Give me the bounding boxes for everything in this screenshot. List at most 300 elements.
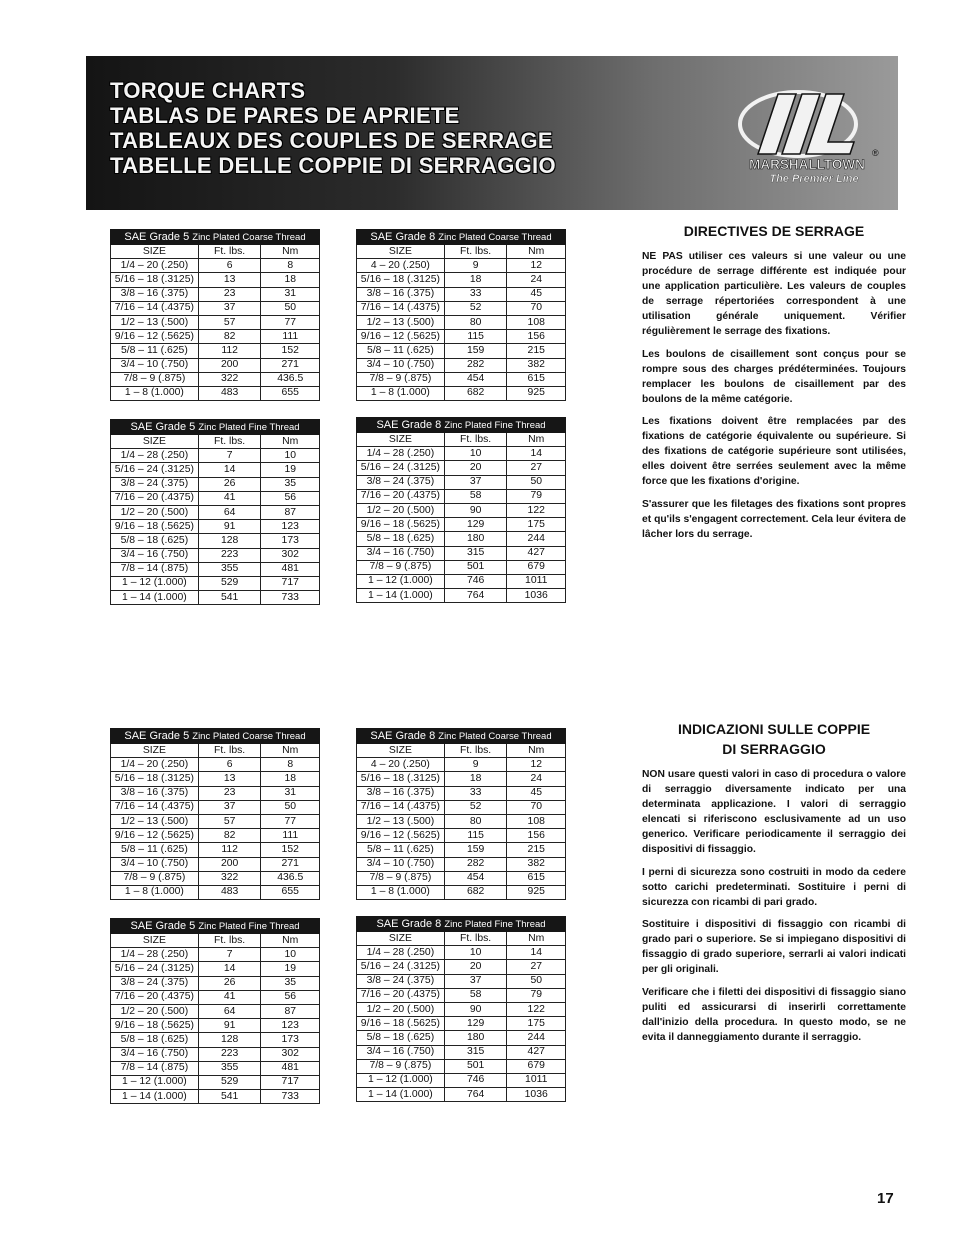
size-cell: 5/16 – 24 (.3125)	[111, 962, 199, 976]
size-cell: 1 – 8 (1.000)	[357, 885, 445, 899]
nm-cell: 733	[261, 1090, 320, 1104]
column-header: Ft. lbs.	[198, 245, 261, 259]
size-cell: 1 – 12 (1.000)	[357, 574, 445, 588]
nm-cell: 35	[261, 477, 320, 491]
table-row	[111, 259, 320, 273]
size-cell: 7/16 – 14 (.4375)	[357, 301, 445, 315]
size-cell: 9/16 – 12 (.5625)	[111, 829, 199, 843]
nm-cell: 175	[507, 518, 566, 532]
nm-cell: 18	[261, 273, 320, 287]
table-caption	[357, 729, 566, 744]
table-grade8-coarse-bottom	[356, 728, 566, 900]
nm-cell: 122	[507, 503, 566, 517]
table-row	[111, 1033, 320, 1047]
size-cell: 5/8 – 11 (.625)	[111, 843, 199, 857]
column-header: Nm	[261, 245, 320, 259]
table-row	[111, 829, 320, 843]
table-row	[111, 491, 320, 505]
size-cell: 7/16 – 20 (.4375)	[357, 988, 445, 1002]
size-cell: 9/16 – 18 (.5625)	[357, 1017, 445, 1031]
column-header: Ft. lbs.	[444, 245, 507, 259]
size-cell: 5/8 – 18 (.625)	[357, 532, 445, 546]
table-row	[357, 546, 566, 560]
italian-paragraph-4: Verificare che i filetti dei dispositivi di fissaggio siano puliti ed assicurarsi di inserirli correttamente dall'inizio della procedura. In questo modo, se ne evita il danneggiamento durante il serraggio.	[642, 987, 906, 1043]
size-cell: 7/8 – 9 (.875)	[111, 871, 199, 885]
size-cell: 1/2 – 20 (.500)	[111, 1004, 199, 1018]
table-grade5-coarse-top	[110, 229, 320, 401]
ft-lbs-cell: 91	[198, 520, 261, 534]
table-caption	[111, 230, 320, 245]
table-grade8-fine-bottom	[356, 916, 566, 1102]
table-row	[357, 344, 566, 358]
ft-lbs-cell: 7	[198, 948, 261, 962]
table-row	[357, 800, 566, 814]
nm-cell: 302	[261, 548, 320, 562]
table-row	[357, 1088, 566, 1102]
size-cell: 7/8 – 9 (.875)	[357, 871, 445, 885]
ft-lbs-cell: 6	[198, 259, 261, 273]
size-cell: 1/4 – 28 (.250)	[111, 948, 199, 962]
size-cell: 7/8 – 14 (.875)	[111, 1061, 199, 1075]
italian-title-line2: DI SERRAGGIO	[722, 741, 826, 757]
column-header: Nm	[507, 932, 566, 946]
size-cell: 1 – 14 (1.000)	[357, 589, 445, 603]
column-header-row	[111, 245, 320, 259]
registered-mark: ®	[872, 148, 879, 158]
size-cell: 9/16 – 18 (.5625)	[357, 518, 445, 532]
table-row	[357, 259, 566, 273]
table-row	[357, 273, 566, 287]
table-row	[111, 520, 320, 534]
size-cell: 3/4 – 16 (.750)	[357, 1045, 445, 1059]
ft-lbs-cell: 159	[444, 344, 507, 358]
column-header: Nm	[507, 744, 566, 758]
french-paragraph-3: Les fixations doivent être remplacées par des fixations de catégorie équivalente ou supérieure. Si des fixations de catégorie supérieure sont utilisées, elles doivent être serrées seulement avec la même force que les fixations d'origine.	[642, 416, 906, 487]
table-row	[357, 885, 566, 899]
nm-cell: 79	[507, 988, 566, 1002]
size-cell: 9/16 – 18 (.5625)	[111, 520, 199, 534]
nm-cell: 173	[261, 534, 320, 548]
ft-lbs-cell: 764	[444, 1088, 507, 1102]
table-row	[111, 800, 320, 814]
size-cell: 5/16 – 18 (.3125)	[357, 273, 445, 287]
nm-cell: 436.5	[261, 871, 320, 885]
table-caption	[111, 729, 320, 744]
table-row	[111, 843, 320, 857]
ft-lbs-cell: 682	[444, 885, 507, 899]
italian-paragraph-1: NON usare questi valori in caso di procedura o valore di serraggio diversamente indicato per una determinata applicazione. I valori di serraggio elencati si riferiscono esclusivamente ad un uso generico. Verificare periodicamente il serraggio dei dispositivi di fissaggio.	[642, 769, 906, 855]
nm-cell: 152	[261, 843, 320, 857]
grade-label: SAE Grade 8	[376, 918, 442, 930]
column-header: Nm	[507, 433, 566, 447]
table-row	[357, 843, 566, 857]
nm-cell: 615	[507, 372, 566, 386]
column-header: Nm	[507, 245, 566, 259]
table-row	[357, 946, 566, 960]
size-cell: 7/16 – 20 (.4375)	[357, 489, 445, 503]
ft-lbs-cell: 33	[444, 287, 507, 301]
size-cell: 1 – 12 (1.000)	[357, 1073, 445, 1087]
ft-lbs-cell: 13	[198, 772, 261, 786]
nm-cell: 77	[261, 315, 320, 329]
size-cell: 5/16 – 24 (.3125)	[357, 960, 445, 974]
ft-lbs-cell: 128	[198, 534, 261, 548]
table-row	[111, 273, 320, 287]
size-cell: 1/4 – 20 (.250)	[111, 758, 199, 772]
table-row	[357, 1073, 566, 1087]
title-french: TABLEAUX DES COUPLES DE SERRAGE	[110, 128, 553, 153]
table-row	[111, 591, 320, 605]
ft-lbs-cell: 112	[198, 344, 261, 358]
ft-lbs-cell: 315	[444, 1045, 507, 1059]
table-row	[111, 344, 320, 358]
ft-lbs-cell: 282	[444, 358, 507, 372]
table-row	[357, 503, 566, 517]
ft-lbs-cell: 64	[198, 505, 261, 519]
nm-cell: 31	[261, 287, 320, 301]
nm-cell: 427	[507, 546, 566, 560]
table-row	[111, 463, 320, 477]
table-row	[111, 758, 320, 772]
size-cell: 7/8 – 9 (.875)	[357, 560, 445, 574]
table-row	[111, 976, 320, 990]
table-row	[111, 990, 320, 1004]
table-row	[111, 1061, 320, 1075]
size-cell: 1/4 – 28 (.250)	[357, 946, 445, 960]
size-cell: 5/16 – 18 (.3125)	[357, 772, 445, 786]
nm-cell: 655	[261, 386, 320, 400]
table-row	[357, 786, 566, 800]
table-row	[111, 505, 320, 519]
title-spanish: TABLAS DE PARES DE APRIETE	[110, 103, 460, 128]
ft-lbs-cell: 41	[198, 990, 261, 1004]
table-grade5-fine-bottom	[110, 918, 320, 1104]
nm-cell: 50	[507, 974, 566, 988]
ft-lbs-cell: 764	[444, 589, 507, 603]
nm-cell: 8	[261, 758, 320, 772]
ft-lbs-cell: 52	[444, 301, 507, 315]
column-header: Ft. lbs.	[198, 744, 261, 758]
ft-lbs-cell: 223	[198, 1047, 261, 1061]
size-cell: 1 – 12 (1.000)	[111, 576, 199, 590]
table-row	[357, 589, 566, 603]
ft-lbs-cell: 7	[198, 449, 261, 463]
size-cell: 1 – 12 (1.000)	[111, 1075, 199, 1089]
ft-lbs-cell: 541	[198, 1090, 261, 1104]
ft-lbs-cell: 37	[198, 800, 261, 814]
size-cell: 7/8 – 9 (.875)	[111, 372, 199, 386]
french-paragraph-1: NE PAS utiliser ces valeurs si une valeur ou une procédure de serrage différente est indiquée pour une application particulière. Les valeurs de couples de serrage répertoriées correspondent à une utilisation générale uniquement. Vérifier régulièrement le serrage des fixations.	[642, 251, 906, 337]
grade-label: SAE Grade 5	[124, 231, 190, 243]
nm-cell: 50	[507, 475, 566, 489]
nm-cell: 215	[507, 843, 566, 857]
ft-lbs-cell: 128	[198, 1033, 261, 1047]
ft-lbs-cell: 483	[198, 885, 261, 899]
nm-cell: 156	[507, 330, 566, 344]
table-row	[357, 758, 566, 772]
nm-cell: 717	[261, 576, 320, 590]
table-row	[111, 772, 320, 786]
nm-cell: 70	[507, 800, 566, 814]
table-caption	[111, 919, 320, 934]
nm-cell: 31	[261, 786, 320, 800]
column-header: Ft. lbs.	[444, 744, 507, 758]
nm-cell: 382	[507, 358, 566, 372]
column-header: SIZE	[357, 744, 445, 758]
size-cell: 1/2 – 20 (.500)	[357, 503, 445, 517]
italian-section-title	[642, 719, 906, 759]
nm-cell: 12	[507, 758, 566, 772]
size-cell: 3/4 – 16 (.750)	[111, 548, 199, 562]
table-row	[111, 534, 320, 548]
nm-cell: 302	[261, 1047, 320, 1061]
size-cell: 1 – 14 (1.000)	[111, 1090, 199, 1104]
table-row	[111, 372, 320, 386]
table-row	[357, 960, 566, 974]
column-header-row	[357, 932, 566, 946]
column-header-row	[357, 744, 566, 758]
nm-cell: 215	[507, 344, 566, 358]
nm-cell: 77	[261, 814, 320, 828]
marshalltown-logo	[734, 76, 880, 192]
table-row	[357, 1059, 566, 1073]
ft-lbs-cell: 14	[198, 962, 261, 976]
ft-lbs-cell: 115	[444, 829, 507, 843]
size-cell: 5/8 – 18 (.625)	[111, 1033, 199, 1047]
grade-label: SAE Grade 8	[370, 231, 436, 243]
ft-lbs-cell: 746	[444, 574, 507, 588]
ft-lbs-cell: 180	[444, 532, 507, 546]
ft-lbs-cell: 20	[444, 960, 507, 974]
nm-cell: 70	[507, 301, 566, 315]
table-row	[111, 301, 320, 315]
thread-label: Zinc Plated Coarse Thread	[192, 731, 306, 742]
column-header: SIZE	[111, 744, 199, 758]
table-caption	[357, 917, 566, 932]
size-cell: 7/16 – 20 (.4375)	[111, 990, 199, 1004]
ft-lbs-cell: 82	[198, 829, 261, 843]
table-caption	[111, 420, 320, 435]
column-header-row	[111, 435, 320, 449]
size-cell: 4 – 20 (.250)	[357, 758, 445, 772]
table-row	[111, 562, 320, 576]
table-grade5-coarse-bottom	[110, 728, 320, 900]
thread-label: Zinc Plated Coarse Thread	[192, 232, 306, 243]
nm-cell: 615	[507, 871, 566, 885]
nm-cell: 382	[507, 857, 566, 871]
size-cell: 3/4 – 10 (.750)	[111, 857, 199, 871]
size-cell: 7/16 – 14 (.4375)	[357, 800, 445, 814]
table-row	[357, 1017, 566, 1031]
ft-lbs-cell: 37	[444, 475, 507, 489]
column-header: Ft. lbs.	[198, 435, 261, 449]
size-cell: 7/16 – 14 (.4375)	[111, 800, 199, 814]
grade-label: SAE Grade 5	[124, 730, 190, 742]
ft-lbs-cell: 52	[444, 800, 507, 814]
column-header: SIZE	[111, 245, 199, 259]
ft-lbs-cell: 23	[198, 786, 261, 800]
nm-cell: 481	[261, 562, 320, 576]
nm-cell: 679	[507, 1059, 566, 1073]
nm-cell: 50	[261, 800, 320, 814]
grade-label: SAE Grade 5	[130, 920, 196, 932]
column-header: SIZE	[357, 245, 445, 259]
table-row	[111, 1075, 320, 1089]
nm-cell: 733	[261, 591, 320, 605]
table-row	[111, 857, 320, 871]
size-cell: 1 – 8 (1.000)	[357, 386, 445, 400]
column-header: SIZE	[111, 934, 199, 948]
ft-lbs-cell: 20	[444, 461, 507, 475]
table-row	[357, 814, 566, 828]
ft-lbs-cell: 80	[444, 315, 507, 329]
size-cell: 5/16 – 24 (.3125)	[357, 461, 445, 475]
column-header: Ft. lbs.	[198, 934, 261, 948]
nm-cell: 87	[261, 1004, 320, 1018]
ft-lbs-cell: 64	[198, 1004, 261, 1018]
nm-cell: 108	[507, 315, 566, 329]
ft-lbs-cell: 58	[444, 988, 507, 1002]
table-row	[357, 574, 566, 588]
table-caption	[357, 230, 566, 245]
size-cell: 3/4 – 16 (.750)	[111, 1047, 199, 1061]
ft-lbs-cell: 58	[444, 489, 507, 503]
italian-paragraph-3: Sostituire i dispositivi di fissaggio con ricambi di grado pari o superiore. Se si impiegano dispositivi di fissaggio di grado superiore, serrarli ai valori indicati per gli originali.	[642, 919, 906, 975]
size-cell: 7/16 – 20 (.4375)	[111, 491, 199, 505]
french-section-title: DIRECTIVES DE SERRAGE	[683, 223, 865, 239]
table-row	[111, 330, 320, 344]
size-cell: 1/2 – 13 (.500)	[111, 814, 199, 828]
nm-cell: 156	[507, 829, 566, 843]
size-cell: 3/8 – 16 (.375)	[111, 786, 199, 800]
table-row	[357, 475, 566, 489]
table-row	[111, 871, 320, 885]
ft-lbs-cell: 26	[198, 477, 261, 491]
nm-cell: 27	[507, 960, 566, 974]
table-row	[357, 330, 566, 344]
nm-cell: 679	[507, 560, 566, 574]
thread-label: Zinc Plated Fine Thread	[444, 420, 546, 431]
nm-cell: 925	[507, 386, 566, 400]
ft-lbs-cell: 483	[198, 386, 261, 400]
table-row	[111, 786, 320, 800]
size-cell: 5/16 – 24 (.3125)	[111, 463, 199, 477]
ft-lbs-cell: 501	[444, 560, 507, 574]
size-cell: 3/4 – 16 (.750)	[357, 546, 445, 560]
ft-lbs-cell: 529	[198, 576, 261, 590]
size-cell: 1 – 8 (1.000)	[111, 885, 199, 899]
ft-lbs-cell: 355	[198, 562, 261, 576]
ft-lbs-cell: 90	[444, 503, 507, 517]
ft-lbs-cell: 90	[444, 1002, 507, 1016]
ft-lbs-cell: 223	[198, 548, 261, 562]
nm-cell: 45	[507, 786, 566, 800]
ft-lbs-cell: 14	[198, 463, 261, 477]
size-cell: 7/16 – 14 (.4375)	[111, 301, 199, 315]
ft-lbs-cell: 37	[444, 974, 507, 988]
ft-lbs-cell: 23	[198, 287, 261, 301]
size-cell: 3/8 – 16 (.375)	[357, 287, 445, 301]
size-cell: 1 – 14 (1.000)	[357, 1088, 445, 1102]
table-row	[357, 974, 566, 988]
ft-lbs-cell: 129	[444, 1017, 507, 1031]
table-row	[357, 386, 566, 400]
nm-cell: 925	[507, 885, 566, 899]
nm-cell: 1036	[507, 1088, 566, 1102]
nm-cell: 111	[261, 330, 320, 344]
ft-lbs-cell: 454	[444, 871, 507, 885]
size-cell: 3/4 – 10 (.750)	[357, 358, 445, 372]
table-row	[111, 449, 320, 463]
ft-lbs-cell: 322	[198, 871, 261, 885]
column-header-row	[111, 934, 320, 948]
italian-title-line1: INDICAZIONI SULLE COPPIE	[677, 721, 871, 737]
nm-cell: 123	[261, 1019, 320, 1033]
table-row	[357, 315, 566, 329]
nm-cell: 427	[507, 1045, 566, 1059]
ft-lbs-cell: 541	[198, 591, 261, 605]
size-cell: 1/4 – 20 (.250)	[111, 259, 199, 273]
thread-label: Zinc Plated Fine Thread	[198, 422, 300, 433]
title-italian: TABELLE DELLE COPPIE DI SERRAGGIO	[110, 153, 556, 178]
table-row	[357, 447, 566, 461]
nm-cell: 1011	[507, 574, 566, 588]
ft-lbs-cell: 13	[198, 273, 261, 287]
nm-cell: 244	[507, 532, 566, 546]
nm-cell: 123	[261, 520, 320, 534]
nm-cell: 271	[261, 358, 320, 372]
table-row	[111, 1090, 320, 1104]
size-cell: 4 – 20 (.250)	[357, 259, 445, 273]
table-row	[111, 477, 320, 491]
ft-lbs-cell: 82	[198, 330, 261, 344]
nm-cell: 271	[261, 857, 320, 871]
size-cell: 3/4 – 10 (.750)	[111, 358, 199, 372]
nm-cell: 56	[261, 491, 320, 505]
nm-cell: 717	[261, 1075, 320, 1089]
table-row	[357, 829, 566, 843]
ft-lbs-cell: 501	[444, 1059, 507, 1073]
table-grade8-coarse-top	[356, 229, 566, 401]
table-grade5-fine-top	[110, 419, 320, 605]
nm-cell: 18	[261, 772, 320, 786]
column-header-row	[357, 245, 566, 259]
ft-lbs-cell: 10	[444, 447, 507, 461]
size-cell: 5/8 – 18 (.625)	[357, 1031, 445, 1045]
ft-lbs-cell: 322	[198, 372, 261, 386]
nm-cell: 12	[507, 259, 566, 273]
nm-cell: 173	[261, 1033, 320, 1047]
brand-tagline: The Premier Line	[769, 173, 859, 185]
table-row	[357, 871, 566, 885]
size-cell: 3/8 – 16 (.375)	[111, 287, 199, 301]
ft-lbs-cell: 682	[444, 386, 507, 400]
ft-lbs-cell: 80	[444, 814, 507, 828]
ft-lbs-cell: 200	[198, 358, 261, 372]
ft-lbs-cell: 18	[444, 772, 507, 786]
size-cell: 3/8 – 24 (.375)	[111, 477, 199, 491]
size-cell: 5/16 – 18 (.3125)	[111, 772, 199, 786]
nm-cell: 19	[261, 463, 320, 477]
size-cell: 5/8 – 11 (.625)	[111, 344, 199, 358]
ft-lbs-cell: 746	[444, 1073, 507, 1087]
ft-lbs-cell: 159	[444, 843, 507, 857]
table-row	[111, 358, 320, 372]
size-cell: 9/16 – 12 (.5625)	[357, 829, 445, 843]
nm-cell: 122	[507, 1002, 566, 1016]
size-cell: 3/8 – 24 (.375)	[357, 974, 445, 988]
ft-lbs-cell: 6	[198, 758, 261, 772]
